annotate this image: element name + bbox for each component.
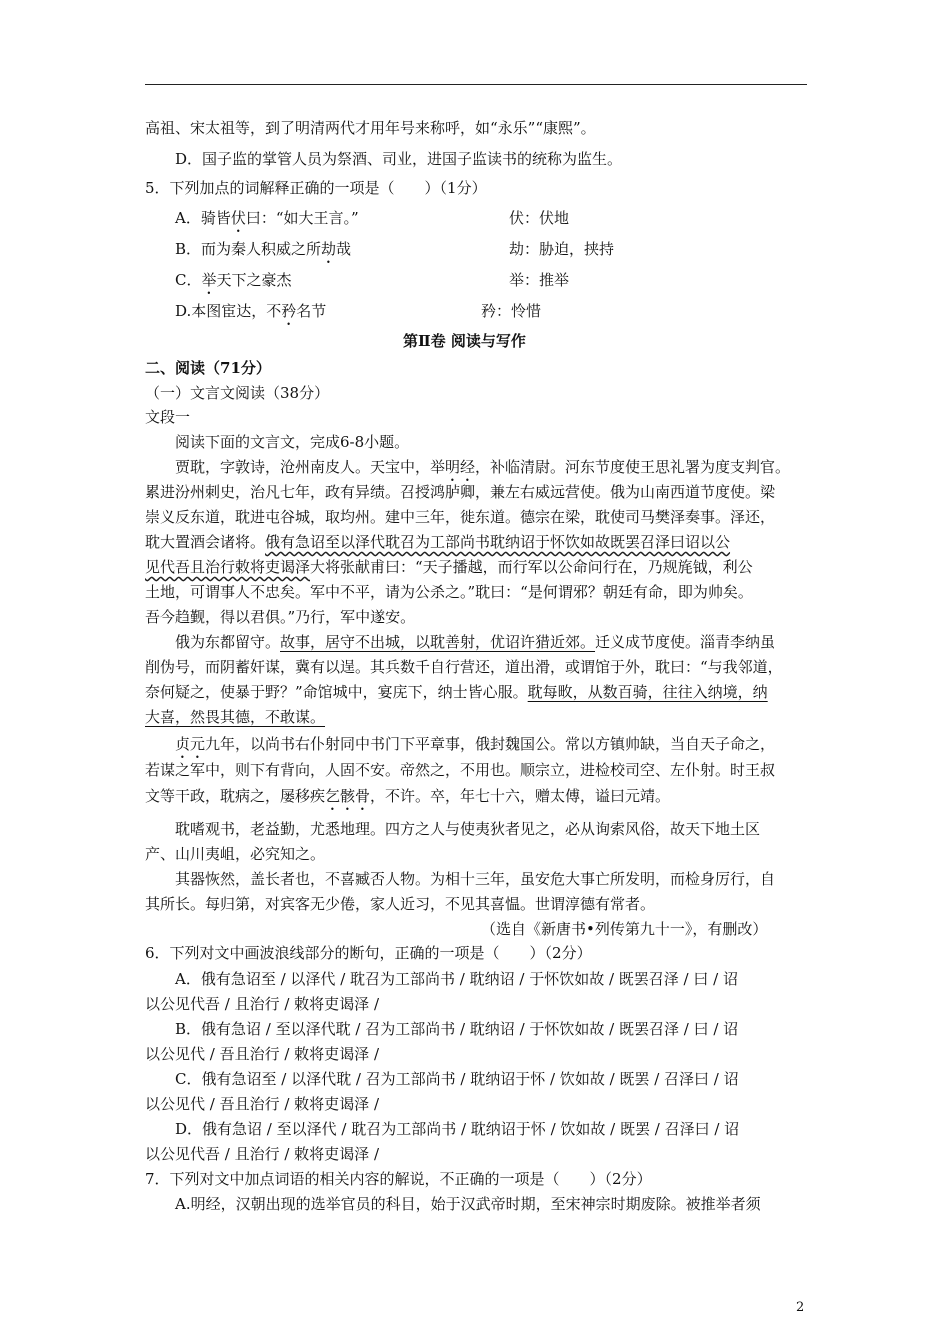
q5-option-d-gloss: 矜：怜惜 xyxy=(481,302,542,320)
passage-line: 崇义反东道，耽进屯谷城，取均州。建中三年，徙东道。德宗在梁，耽使司马樊泽奏事。泽还， xyxy=(145,508,776,526)
wavy-underlined-text: 俄有急诏至以泽代耽召为工部尚书耽纳诏于怀饮如故既罢召泽曰诏以公 xyxy=(265,533,731,551)
q5-option-a: A．骑皆伏曰：“如大王言。” xyxy=(175,209,359,227)
q6-option-d-cont: 以公见代吾 / 且治行 / 敕将吏谒泽 / xyxy=(145,1145,380,1163)
underlined-text: 耽每畋，从数百骑，往往入纳境，纳 xyxy=(527,683,768,701)
wavy-underlined-text: 见代吾且治行敕将吏谒泽 xyxy=(145,558,311,576)
q6-option-d: D．俄有急诏 / 至以泽代 / 耽召为工部尚书 / 耽纳诏于怀 / 饮如故 / 既罢 / 召泽曰 / 诏 xyxy=(175,1120,740,1138)
q6-option-c-cont: 以公见代 / 吾且治行 / 敕将吏谒泽 / xyxy=(145,1095,380,1113)
passage-line: 其器恢然，盖长者也，不喜臧否人物。为相十三年，虽安危大事亡所发明，而检身厉行，自 xyxy=(175,870,776,888)
q5-option-b: B．而为秦人积威之所劫哉 xyxy=(175,240,352,258)
passage-line: 土地，可谓事人不忠矣。军中不平，请为公杀之。”耽曰：“是何谓邪？朝廷有命，即为帅矣。 xyxy=(145,583,753,601)
passage-line: 俄为东都留守。故事，居守不出城，以耽善射，优诏许猎近郊。迁义成节度使。淄青李纳虽 xyxy=(175,633,776,651)
passage-line: 吾今趋觐，得以君俱。”乃行，军中遂安。 xyxy=(145,608,416,626)
dotted-word: 伏 xyxy=(230,209,246,227)
section-heading: 二、阅读（71分） xyxy=(145,359,271,377)
q5-option-b-gloss: 劫：胁迫，挟持 xyxy=(509,240,615,258)
passage-line: 耽大置酒会诸将。俄有急诏至以泽代耽召为工部尚书耽纳诏于怀饮如故既罢召泽曰诏以公 xyxy=(145,533,731,551)
question-5: 5．下列加点的词解释正确的一项是（ ）（1分） xyxy=(145,179,487,197)
q5-option-d: D.本图宦达，不矜名节 xyxy=(175,302,327,320)
option-d-line: D．国子监的掌管人员为祭酒、司业，进国子监读书的统称为监生。 xyxy=(175,150,623,168)
passage-line: 文等干政，耽病之，屡移疾乞骸骨，不许。卒，年七十六，赠太傅，谥曰元靖。 xyxy=(145,787,671,805)
q5-option-a-gloss: 伏：伏地 xyxy=(509,209,570,227)
text-line: 高祖、宋太祖等，到了明清两代才用年号来称呼，如“永乐”“康熙”。 xyxy=(145,119,596,137)
underlined-text: 大喜，然畏其德，不敢谋。 xyxy=(145,708,326,726)
source-citation: （选自《新唐书•列传第九十一》，有删改） xyxy=(481,920,768,938)
passage-line: 产、山川夷岨，必究知之。 xyxy=(145,845,326,863)
volume-heading: 第Ⅱ卷 阅读与写作 xyxy=(403,332,526,350)
underlined-text: 故事，居守不出城，以耽善射，优诏许猎近郊。 xyxy=(280,633,596,651)
q6-option-b-cont: 以公见代 / 吾且治行 / 敕将吏谒泽 / xyxy=(145,1045,380,1063)
header-rule xyxy=(145,84,807,85)
dotted-word: 矜 xyxy=(281,302,297,320)
q6-option-a: A．俄有急诏至 / 以泽代 / 耽召为工部尚书 / 耽纳诏 / 于怀饮如故 / 既罢召泽 / 曰 / 诏 xyxy=(175,970,738,988)
passage-line xyxy=(145,707,325,727)
passage-line: 累进汾州刺史，治凡七年，政有异绩。召授鸿胪卿，兼左右威远营使。俄为山南西道节度使。梁 xyxy=(145,483,776,501)
subsection-heading: （一）文言文阅读（38分） xyxy=(145,384,330,402)
passage-line: 贞元九年，以尚书右仆射同中书门下平章事，俄封魏国公。常以方镇帅缺，当自天子命之， xyxy=(175,735,776,753)
passage-line: 奈何疑之，使暴于野？”命馆城中，宴庑下，纳士皆心服。耽每畋，从数百骑，往往入纳境，纳 xyxy=(145,683,768,701)
dotted-word: 劫 xyxy=(321,240,337,258)
passage-line: 贾耽，字敦诗，沧州南皮人。天宝中，举明经，补临清尉。河东节度使王思礼署为度支判官。 xyxy=(175,458,791,476)
passage-line: 若谋之军中，则下有背向，人固不安。帝然之，不用也。顺宗立，进检校司空、左仆射。时王叔 xyxy=(145,761,776,779)
instruction: 阅读下面的文言文，完成6-8小题。 xyxy=(175,433,410,451)
question-6: 6．下列对文中画波浪线部分的断句，正确的一项是（ ）（2分） xyxy=(145,944,592,962)
passage-line: 其所长。每归第，对宾客无少倦，家人近习，不见其喜愠。世谓淳德有常者。 xyxy=(145,895,656,913)
dotted-word: 贞元 xyxy=(175,735,206,753)
dotted-word: 举 xyxy=(201,271,217,289)
q7-option-a: A.明经，汉朝出现的选举官员的科目，始于汉武帝时期，至宋神宗时期废除。被推举者须 xyxy=(175,1195,761,1213)
dotted-word: 乞骸骨 xyxy=(325,787,371,805)
q6-option-a-cont: 以公见代吾 / 且治行 / 敕将吏谒泽 / xyxy=(145,995,380,1013)
q6-option-b: B．俄有急诏 / 至以泽代耽 / 召为工部尚书 / 耽纳诏 / 于怀饮如故 / 既罢召泽 / 曰 / 诏 xyxy=(175,1020,739,1038)
page-number: 2 xyxy=(796,1300,805,1315)
q6-option-c: C．俄有急诏至 / 以泽代耽 / 召为工部尚书 / 耽纳诏于怀 / 饮如故 / 既罢 / 召泽曰 / 诏 xyxy=(175,1070,739,1088)
passage-line: 见代吾且治行敕将吏谒泽大将张献甫曰：“天子播越，而行军以公命问行在，乃规旄钺，利公 xyxy=(145,558,753,576)
passage-line: 削伪号，而阴蓄奸谋，冀有以逞。其兵数千自行营还，道出滑，或谓馆于外，耽曰：“与我邻道， xyxy=(145,658,783,676)
q5-option-c: C．举天下之豪杰 xyxy=(175,271,292,289)
dotted-word: 明经 xyxy=(445,458,476,476)
passage-line: 耽嗜观书，老益勤，尤悉地理。四方之人与使夷狄者见之，必从询索风俗，故天下地土区 xyxy=(175,820,761,838)
question-7: 7．下列对文中加点词语的相关内容的解说，不正确的一项是（ ）（2分） xyxy=(145,1170,652,1188)
q5-option-c-gloss: 举：推举 xyxy=(509,271,570,289)
passage-label: 文段一 xyxy=(145,408,191,426)
